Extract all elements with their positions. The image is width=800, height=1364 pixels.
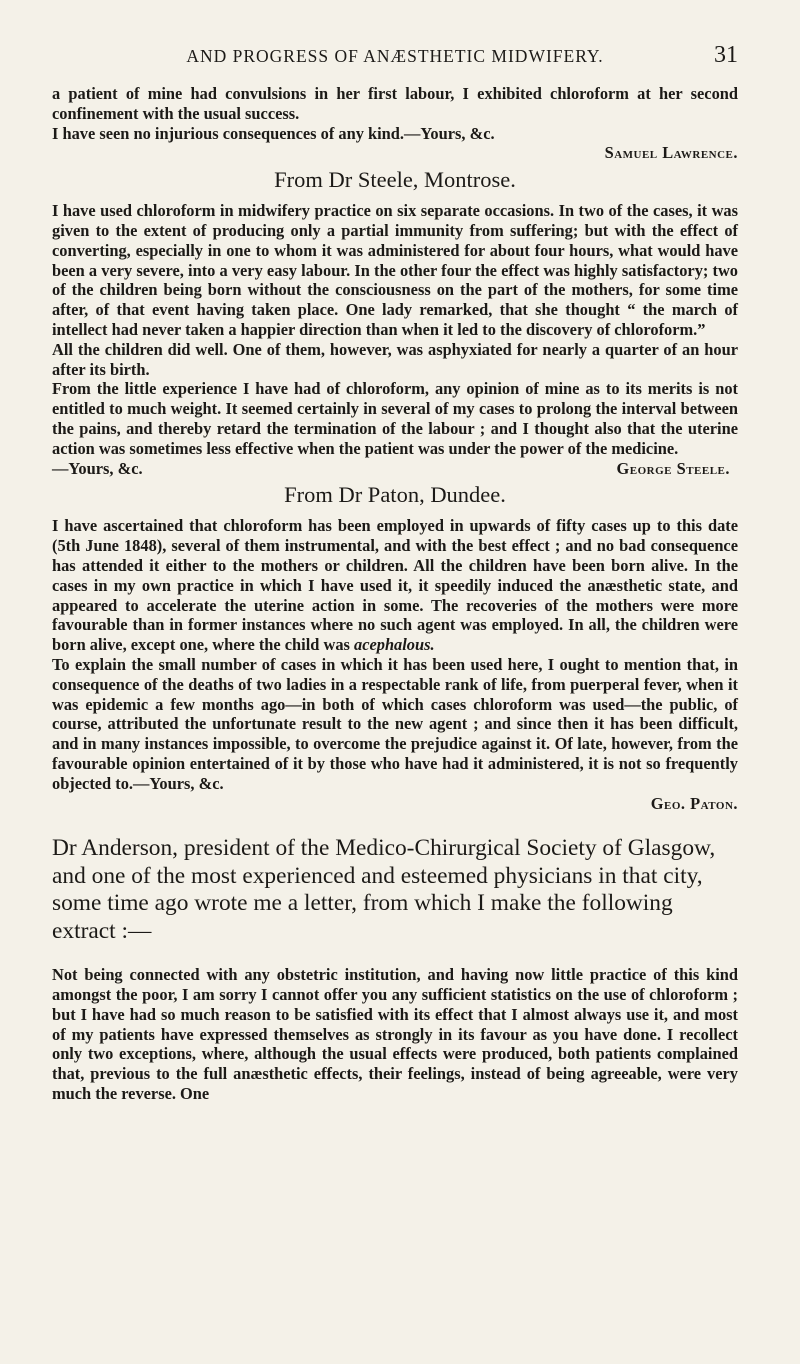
steele-closing: —Yours, &c. <box>52 458 143 478</box>
anderson-intro-text: Dr Anderson, president of the Medico-Chirurgical Society of Glasgow, and one of the most experienced and esteemed physicians in that city, some time ago wrote me a letter, from which I make the following extract :— <box>52 835 716 944</box>
paton-heading: From Dr Paton, Dundee. <box>284 482 506 508</box>
lawrence-signature: Samuel Lawrence. <box>604 143 738 163</box>
lawrence-letter-end <box>52 84 738 163</box>
paton-signature: Geo. Paton. <box>650 793 738 813</box>
anderson-extract <box>52 965 738 1104</box>
steele-letter <box>52 201 738 478</box>
steele-closing-line <box>52 459 738 479</box>
paton-paragraph-2: To explain the small number of cases in which it has been used here, I ought to mention that, in consequence of the deaths of two ladies in a respectable rank of life, from puerperal fever, when it was epidemic a few months ago—in both of which cases chloroform was used—the public, of course, attributed the unfortunate result to the new agent ; and since then it has been difficult, and in many instances impossible, to overcome the prejudice against it. Of late, however, from the favourable opinion entertained of it by those who have had it administered, it is not so frequently objected to.—Yours, &c. <box>52 654 738 793</box>
steele-paragraph-1: I have used chloroform in midwifery practice on six separate occasions. In two of the cases, it was given to the extent of producing only a partial immunity from suffering; but with the effect of converting, especially in one to whom it was administered for about four hours, what would have been a very severe, into a very easy labour. In the other four the effect was highly satisfactory; two of the children being born without the consciousness on the part of the mothers, for some time after, of that event having taken place. One lady remarked, that she thought “ the march of intellect had never taken a happier direction than when it led to the discovery of chloroform.” <box>52 201 738 339</box>
anderson-paragraph-1: Not being connected with any obstetric institution, and having now little practice of this kind amongst the poor, I am sorry I cannot offer you any sufficient statistics on the use of chloroform ; but I have had so much reason to be satisfied with its effect that I almost always use it, and most of my patients have expressed themselves as strongly in its favour as you have done. I recollect only two exceptions, where, although the usual effects were produced, both patients complained that, previous to the full anæsthetic effects, their feelings, instead of being agreeable, were very much the reverse. One <box>52 965 738 1104</box>
page-number: 31 <box>714 42 738 68</box>
steele-signature: George Steele. <box>616 458 730 478</box>
steele-paragraph-3: From the little experience I have had of chloroform, any opinion of mine as to its merits is not entitled to much weight. It seemed certainly in several of my cases to prolong the interval between the pains, and thereby retard the termination of the labour ; and I thought also that the uterine action was sometimes less effective when the patient was under the power of the medicine. <box>52 379 738 458</box>
steele-paragraph-2: All the children did well. One of them, however, was asphyxiated for nearly a quarter of an hour after its birth. <box>52 339 738 379</box>
lawrence-paragraph: a patient of mine had convulsions in her first labour, I exhibited chloroform at her second confinement with the usual success. <box>52 84 738 123</box>
paton-paragraph-1 <box>52 516 738 655</box>
paton-italic-word: acephalous. <box>354 635 435 655</box>
page-header <box>52 0 738 84</box>
anderson-introduction <box>52 835 738 945</box>
steele-heading: From Dr Steele, Montrose. <box>274 167 516 193</box>
running-title: AND PROGRESS OF ANÆSTHETIC MIDWIFERY. <box>186 46 604 66</box>
lawrence-paragraph-2: I have seen no injurious consequences of any kind.—Yours, &c. <box>52 123 495 143</box>
paton-letter <box>52 516 738 813</box>
paton-paragraph-1-text: I have ascertained that chloroform has been employed in upwards of fifty cases up to this date (5th June 1848), several of them instrumental, and with the best effect ; and no bad consequence has attended it either to the mothers or children. All the children have been born alive. In the cases in my own practice in which I have used it, it speedily induced the anæsthetic state, and appeared to accelerate the uterine action in some. The recoveries of the mothers were more favourable than in former instances where no such agent was employed. In all, the children were born alive, except one, where the child was <box>52 516 738 655</box>
